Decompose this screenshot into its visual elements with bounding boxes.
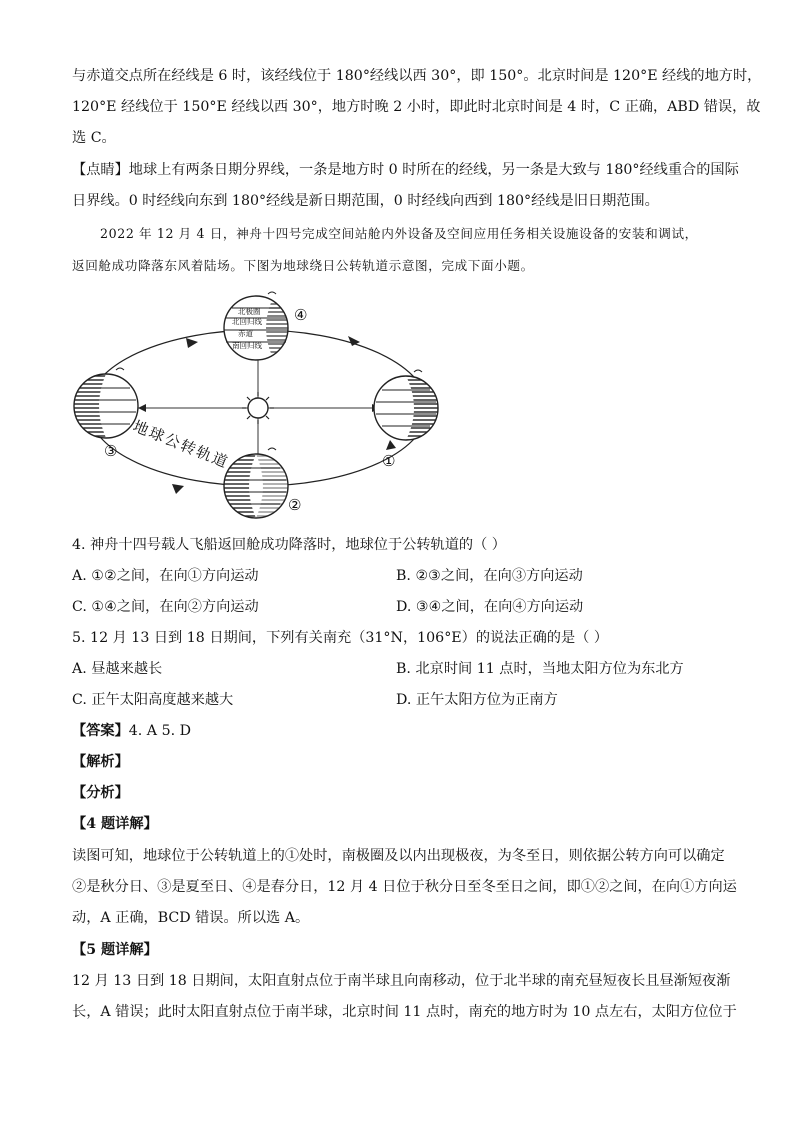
detail4-label: 【4 题详解】 bbox=[72, 816, 158, 832]
answer-line bbox=[72, 721, 722, 741]
label-equator: 赤道 bbox=[238, 329, 253, 338]
dianjing-text: 地球上有两条日期分界线，一条是地方时 0 时所在的经线，另一条是大致与 180°经线重合的国际 bbox=[128, 162, 739, 178]
text-line: ②是秋分日、③是夏至日、④是春分日，12 月 4 日位于秋分日至冬至日之间，即①②之间，在向①方向运 bbox=[72, 879, 737, 895]
text-line: 动，A 正确，BCD 错误。所以选 A。 bbox=[72, 910, 310, 926]
label-arctic-circle: 北极圈 bbox=[238, 307, 261, 316]
q5-option-d: D. 正午太阳方位为正南方 bbox=[396, 692, 558, 708]
q5-stem: 5. 12 月 13 日到 18 日期间，下列有关南充（31°N，106°E）的说法正确的是（ ） bbox=[72, 630, 609, 646]
q4-option-a: A. ①②之间，在向①方向运动 bbox=[72, 568, 259, 584]
text-line: 12 月 13 日到 18 日期间，太阳直射点位于南半球且向南移动，位于北半球的南充昼短夜长且昼渐短夜渐 bbox=[72, 973, 731, 989]
earth-right bbox=[374, 370, 438, 440]
q4-option-d: D. ③④之间，在向④方向运动 bbox=[396, 599, 584, 615]
orbit-diagram bbox=[72, 290, 452, 526]
answer-label: 【答案】 bbox=[72, 723, 129, 739]
earth-left bbox=[74, 368, 138, 438]
mark-3: ③ bbox=[104, 442, 118, 460]
orbit-label: 地球公转轨道 bbox=[130, 417, 232, 472]
text-line: 读图可知，地球位于公转轨道上的①处时，南极圈及以内出现极夜，为冬至日，则依据公转方向可以确定 bbox=[72, 848, 725, 864]
text-line: 选 C。 bbox=[72, 130, 116, 146]
dianjing-line bbox=[72, 160, 739, 180]
fenxi-label: 【分析】 bbox=[72, 785, 129, 801]
mark-4: ④ bbox=[294, 306, 308, 324]
q4-option-c: C. ①④之间，在向②方向运动 bbox=[72, 599, 259, 615]
text-line: 长，A 错误；此时太阳直射点位于南半球，北京时间 11 点时，南充的地方时为 10 点左右，太阳方位位于 bbox=[72, 1004, 737, 1020]
mark-2: ② bbox=[288, 496, 302, 514]
earth-top bbox=[224, 292, 289, 360]
earth-bottom bbox=[224, 448, 288, 518]
q5-option-c: C. 正午太阳高度越来越大 bbox=[72, 692, 234, 708]
detail5-label: 【5 题详解】 bbox=[72, 942, 158, 958]
earth-orbit-figure bbox=[72, 290, 452, 526]
label-tropic-capricorn: 南回归线 bbox=[232, 341, 262, 350]
q4-option-b: B. ②③之间，在向③方向运动 bbox=[396, 568, 583, 584]
text-line: 日界线。0 时经线向东到 180°经线是新日期范围，0 时经线向西到 180°经线是旧日期范围。 bbox=[72, 193, 659, 209]
mark-1: ① bbox=[382, 452, 396, 470]
q4-stem: 4. 神舟十四号载人飞船返回舱成功降落时，地球位于公转轨道的（ ） bbox=[72, 537, 506, 553]
q5-option-b: B. 北京时间 11 点时，当地太阳方位为东北方 bbox=[396, 661, 684, 677]
text-line: 与赤道交点所在经线是 6 时，该经线位于 180°经线以西 30°，即 150°。北京时间是 120°E 经线的地方时， bbox=[72, 68, 762, 84]
q5-option-a: A. 昼越来越长 bbox=[72, 661, 163, 677]
label-tropic-cancer: 北回归线 bbox=[232, 317, 262, 326]
dianjing-label: 【点睛】 bbox=[72, 162, 129, 178]
material-line: 返回舱成功降落东风着陆场。下图为地球绕日公转轨道示意图，完成下面小题。 bbox=[72, 258, 534, 273]
text-line: 120°E 经线位于 150°E 经线以西 30°，地方时晚 2 小时，即此时北京时间是 4 时，C 正确，ABD 错误，故 bbox=[72, 99, 761, 115]
answer-text: 4. A 5. D bbox=[128, 723, 191, 739]
jiexi-label: 【解析】 bbox=[72, 754, 129, 770]
material-line: 2022 年 12 月 4 日，神舟十四号完成空间站舱内外设备及空间应用任务相关设施设备的安装和调试， bbox=[100, 226, 698, 241]
